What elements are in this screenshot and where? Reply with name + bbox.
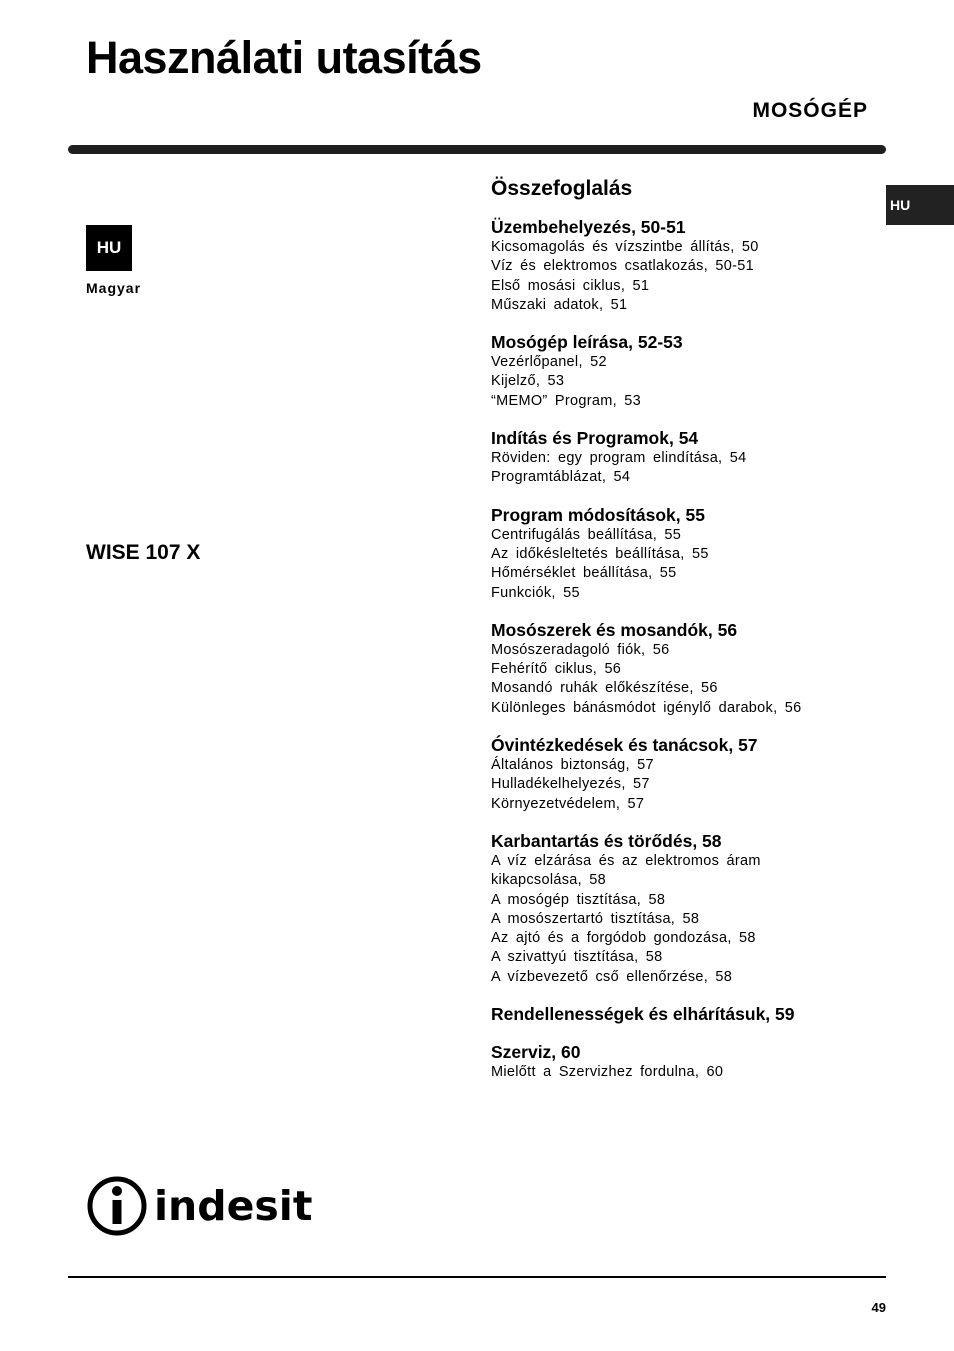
toc-item: Funkciók, 55 — [491, 584, 580, 601]
toc-section — [491, 1004, 881, 1025]
toc-item: Környezetvédelem, 57 — [491, 795, 645, 812]
toc-section — [491, 505, 881, 603]
toc-item: Az ajtó és a forgódob gondozása, 58 — [491, 930, 756, 947]
toc-item: Kicsomagolás és vízszintbe állítás, 50 — [491, 239, 759, 255]
language-name: Magyar — [86, 280, 142, 296]
toc-item: Mielőtt a Szervizhez fordulna, 60 — [491, 1064, 724, 1081]
indesit-logo-icon — [86, 1175, 148, 1237]
toc-section — [491, 332, 881, 411]
toc-item: Mosószeradagoló fiók, 56 — [491, 641, 670, 658]
toc-item: kikapcsolása, 58 — [491, 872, 606, 889]
toc-section-title: Üzembehelyezés, 50-51 — [491, 217, 686, 237]
toc-item: Hőmérséklet beállítása, 55 — [491, 565, 677, 582]
toc-item: Fehérítő ciklus, 56 — [491, 661, 622, 678]
toc-section-title: Szerviz, 60 — [491, 1042, 581, 1063]
toc-item: Általános biztonság, 57 — [491, 757, 654, 774]
toc-item: Vezérlőpanel, 52 — [491, 354, 607, 371]
toc-item: Műszaki adatok, 51 — [491, 296, 628, 313]
toc-section — [491, 620, 881, 718]
toc-section — [491, 428, 881, 488]
toc-item: Kijelző, 53 — [491, 373, 565, 390]
toc-section-title: Program módosítások, 55 — [491, 504, 705, 525]
table-of-contents — [491, 175, 881, 1099]
model-name: WISE 107 X — [86, 541, 201, 564]
toc-section — [491, 831, 881, 987]
language-code-badge: HU — [86, 225, 132, 271]
page-title: Használati utasítás — [86, 32, 482, 83]
top-divider — [68, 145, 886, 154]
toc-section-title: Rendellenességek és elhárításuk, 59 — [491, 1004, 795, 1025]
toc-section — [491, 735, 881, 814]
toc-item: Különleges bánásmódot igénylő darabok, 56 — [491, 699, 802, 716]
bottom-divider — [68, 1276, 886, 1278]
toc-item: A mosógép tisztítása, 58 — [491, 891, 666, 908]
toc-item: Mosandó ruhák előkészítése, 56 — [491, 680, 718, 697]
toc-section — [491, 1042, 881, 1082]
page-number: 49 — [871, 1300, 886, 1315]
toc-item: A mosószertartó tisztítása, 58 — [491, 910, 700, 927]
toc-item: Programtáblázat, 54 — [491, 469, 631, 486]
toc-item: A víz elzárása és az elektromos áram — [491, 852, 761, 869]
document-subtitle: MOSÓGÉP — [752, 99, 868, 122]
side-language-tab: HU — [886, 185, 954, 225]
toc-section-title: Mosószerek és mosandók, 56 — [491, 619, 738, 640]
toc-sections — [491, 217, 881, 1082]
toc-item: A vízbevezető cső ellenőrzése, 58 — [491, 968, 733, 985]
toc-heading: Összefoglalás — [491, 177, 633, 200]
toc-section-title: Óvintézkedések és tanácsok, 57 — [491, 735, 758, 756]
logo-wordmark: indesit — [154, 1182, 313, 1230]
toc-section-title: Indítás és Programok, 54 — [491, 428, 699, 449]
toc-item: A szivattyú tisztítása, 58 — [491, 949, 663, 966]
toc-item: Az időkésleltetés beállítása, 55 — [491, 545, 709, 562]
toc-section — [491, 217, 881, 315]
toc-item: Víz és elektromos csatlakozás, 50-51 — [491, 258, 754, 275]
toc-item: Első mosási ciklus, 51 — [491, 277, 650, 294]
brand-logo — [86, 1175, 312, 1237]
toc-item: Hulladékelhelyezés, 57 — [491, 776, 650, 793]
toc-section-title: Mosógép leírása, 52-53 — [491, 332, 683, 353]
toc-item: Centrifugálás beállítása, 55 — [491, 526, 682, 543]
toc-section-title: Karbantartás és törődés, 58 — [491, 830, 722, 851]
toc-item: Röviden: egy program elindítása, 54 — [491, 450, 747, 467]
toc-item: “MEMO” Program, 53 — [491, 392, 641, 409]
